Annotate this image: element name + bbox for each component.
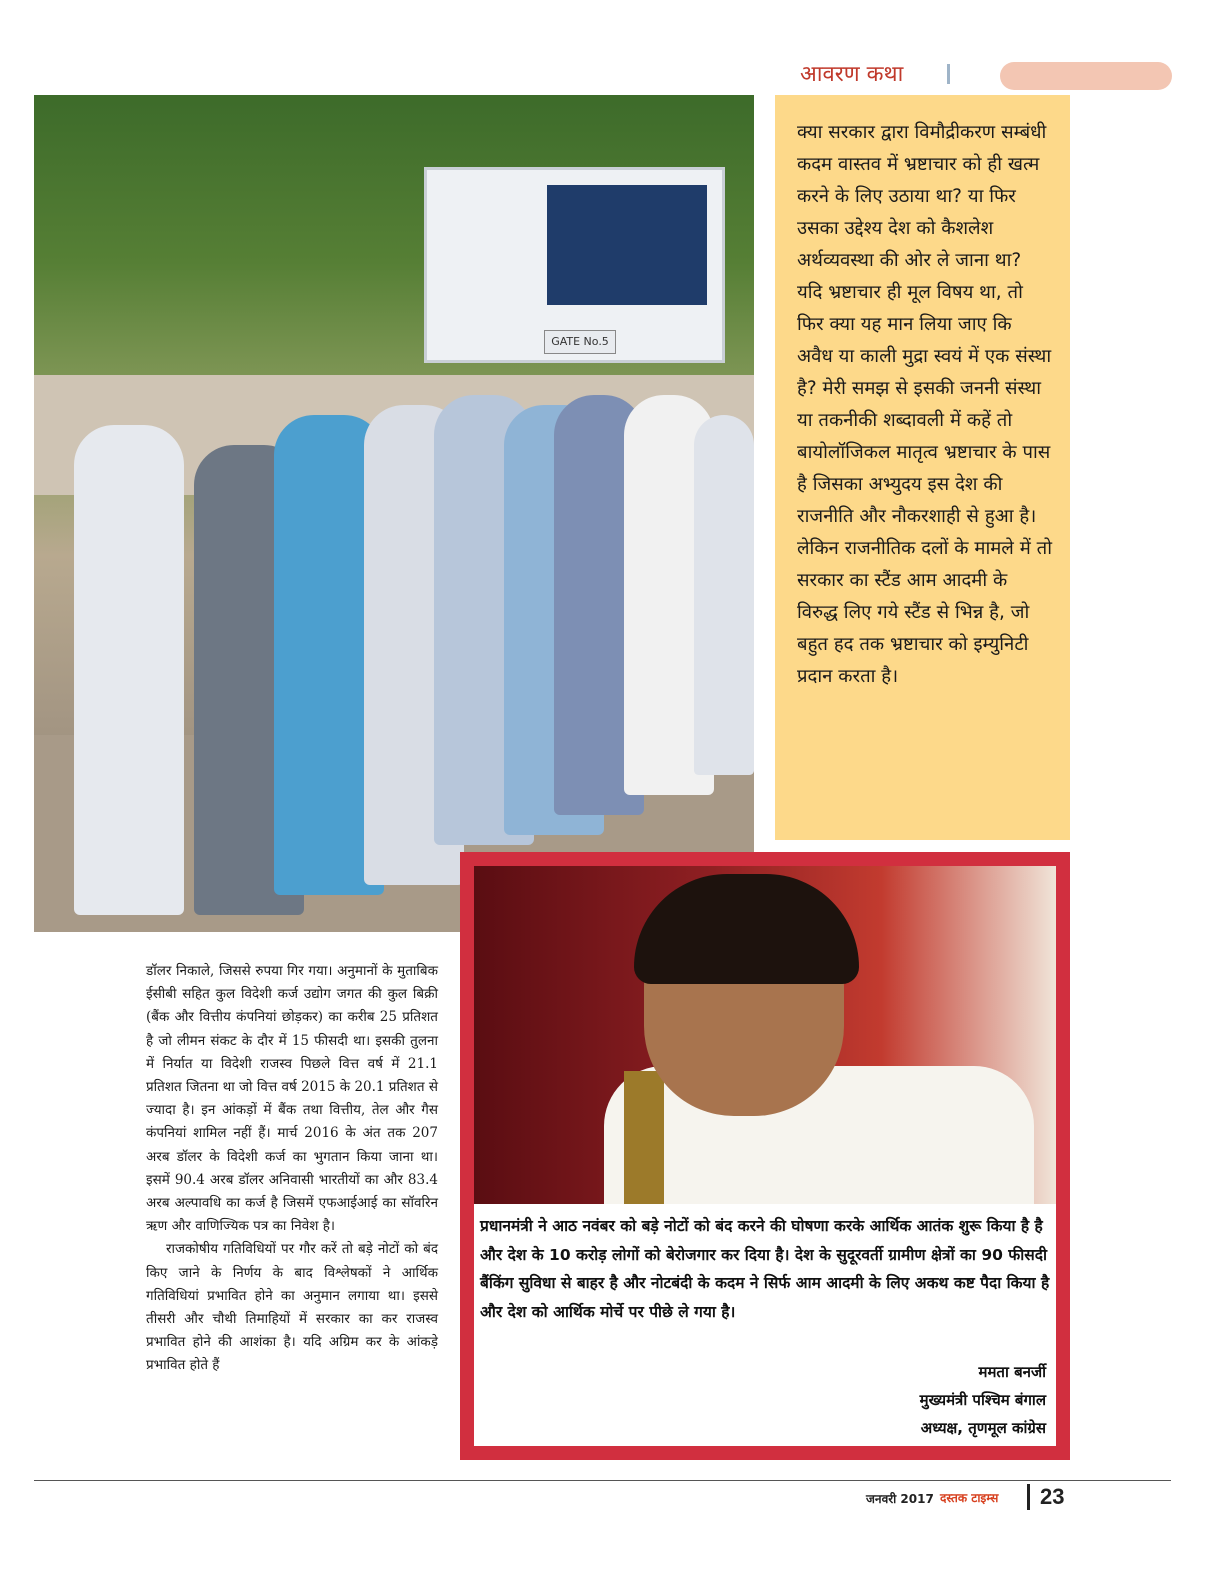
- body-paragraph-2: राजकोषीय गतिविधियों पर गौर करें तो बड़े नोटों को बंद किए जाने के निर्णय के बाद विश्लेषकों ने आर्थिक गतिविधियां प्रभावित होने का अनुमान लगाया था। इससे तीसरी और चौथी तिमाहियों में सरकार का कर राजस्व प्रभावित होने की आशंका है। यदि अग्रिम कर के आंकड़े प्रभावित होते हैं: [146, 1241, 438, 1374]
- quote-box: [775, 95, 1070, 840]
- person: [694, 415, 754, 775]
- footer-separator: [1027, 1484, 1030, 1510]
- sari-border: [624, 1071, 664, 1204]
- mamata-caption: प्रधानमंत्री ने आठ नवंबर को बड़े नोटों को बंद करने की घोषणा करके आर्थिक आतंक शुरू किया है है और देश के 10 करोड़ लोगों को बेरोजगार कर दिया है। देश के सुदूरवर्ती ग्रामीण क्षेत्रों का 90 फीसदी बैंकिंग सुविधा से बाहर है और नोटबंदी के कदम ने सिर्फ आम आदमी के लिए अकथ कष्ट पैदा किया है और देश को आर्थिक मोर्चे पर पीछे ले गया है।: [480, 1217, 1050, 1321]
- mamata-inner: [474, 866, 1056, 1446]
- footer-rule: [34, 1480, 1171, 1481]
- header-separator: [947, 64, 950, 84]
- gate-sign: GATE No.5: [544, 330, 616, 354]
- billboard-panel: [547, 185, 707, 305]
- footer-date: जनवरी 2017: [866, 1492, 934, 1506]
- queue-photo: [34, 95, 754, 932]
- section-label: आवरण कथा: [800, 62, 904, 87]
- body-column: [146, 960, 438, 1378]
- page-number: 23: [1040, 1484, 1065, 1509]
- person: [74, 425, 184, 915]
- signature-title-2: अध्यक्ष, तृणमूल कांग्रेस: [920, 1419, 1046, 1437]
- hair: [634, 874, 859, 984]
- quote-text: क्या सरकार द्वारा विमौद्रीकरण सम्बंधी कदम वास्तव में भ्रष्टाचार को ही खत्म करने के लिए उठाया था? या फिर उसका उद्देश्य देश को कैशलेश अर्थव्यवस्था की ओर ले जाना था? यदि भ्रष्टाचार ही मूल विषय था, तो फिर क्या यह मान लिया जाए कि अवैध या काली मुद्रा स्वयं में एक संस्था है? मेरी समझ से इसकी जननी संस्था या तकनीकी शब्दावली में कहें तो बायोलॉजिकल मातृत्व भ्रष्टाचार के पास है जिसका अभ्युदय इस देश की राजनीति और नौकरशाही से हुआ है। लेकिन राजनीतिक दलों के मामले में तो सरकार का स्टैंड आम आदमी के विरुद्ध लिए गये स्टैंड से भिन्न है, जो बहुत हद तक भ्रष्टाचार को इम्युनिटी प्रदान करता है।: [797, 122, 1053, 687]
- signature-title-1: मुख्यमंत्री पश्चिम बंगाल: [919, 1391, 1046, 1409]
- mamata-photo: [474, 866, 1056, 1204]
- mamata-signature: [920, 1358, 1046, 1442]
- header-pill: [1000, 62, 1172, 90]
- signature-name: ममता बनर्जी: [978, 1363, 1046, 1381]
- footer-magazine-logo: दस्तक टाइम्स: [940, 1491, 999, 1505]
- mamata-frame: [460, 852, 1070, 1460]
- body-paragraph-1: डॉलर निकाले, जिससे रुपया गिर गया। अनुमानों के मुताबिक ईसीबी सहित कुल विदेशी कर्ज उद्योग जगत की कुल बिक्री (बैंक और वित्तीय कंपनियां छोड़कर) का करीब 25 प्रतिशत है जो लीमन संकट के दौर में 15 फीसदी था। इसकी तुलना में निर्यात या विदेशी राजस्व पिछले वित्त वर्ष में 21.1 प्रतिशत जितना था जो वित्त वर्ष 2015 के 20.1 प्रतिशत से ज्यादा है। इन आंकड़ों में बैंक तथा वित्तीय, तेल और गैस कंपनियां शामिल नहीं हैं। मार्च 2016 के अंत तक 207 अरब डॉलर के विदेशी कर्ज का भुगतान किया जाना था। इसमें 90.4 अरब डॉलर अनिवासी भारतीयों का और 83.4 अरब अल्पावधि का कर्ज है जिसमें एफआईआई का सॉवरिन ऋण और वाणिज्यिक पत्र का निवेश है।: [146, 963, 438, 1235]
